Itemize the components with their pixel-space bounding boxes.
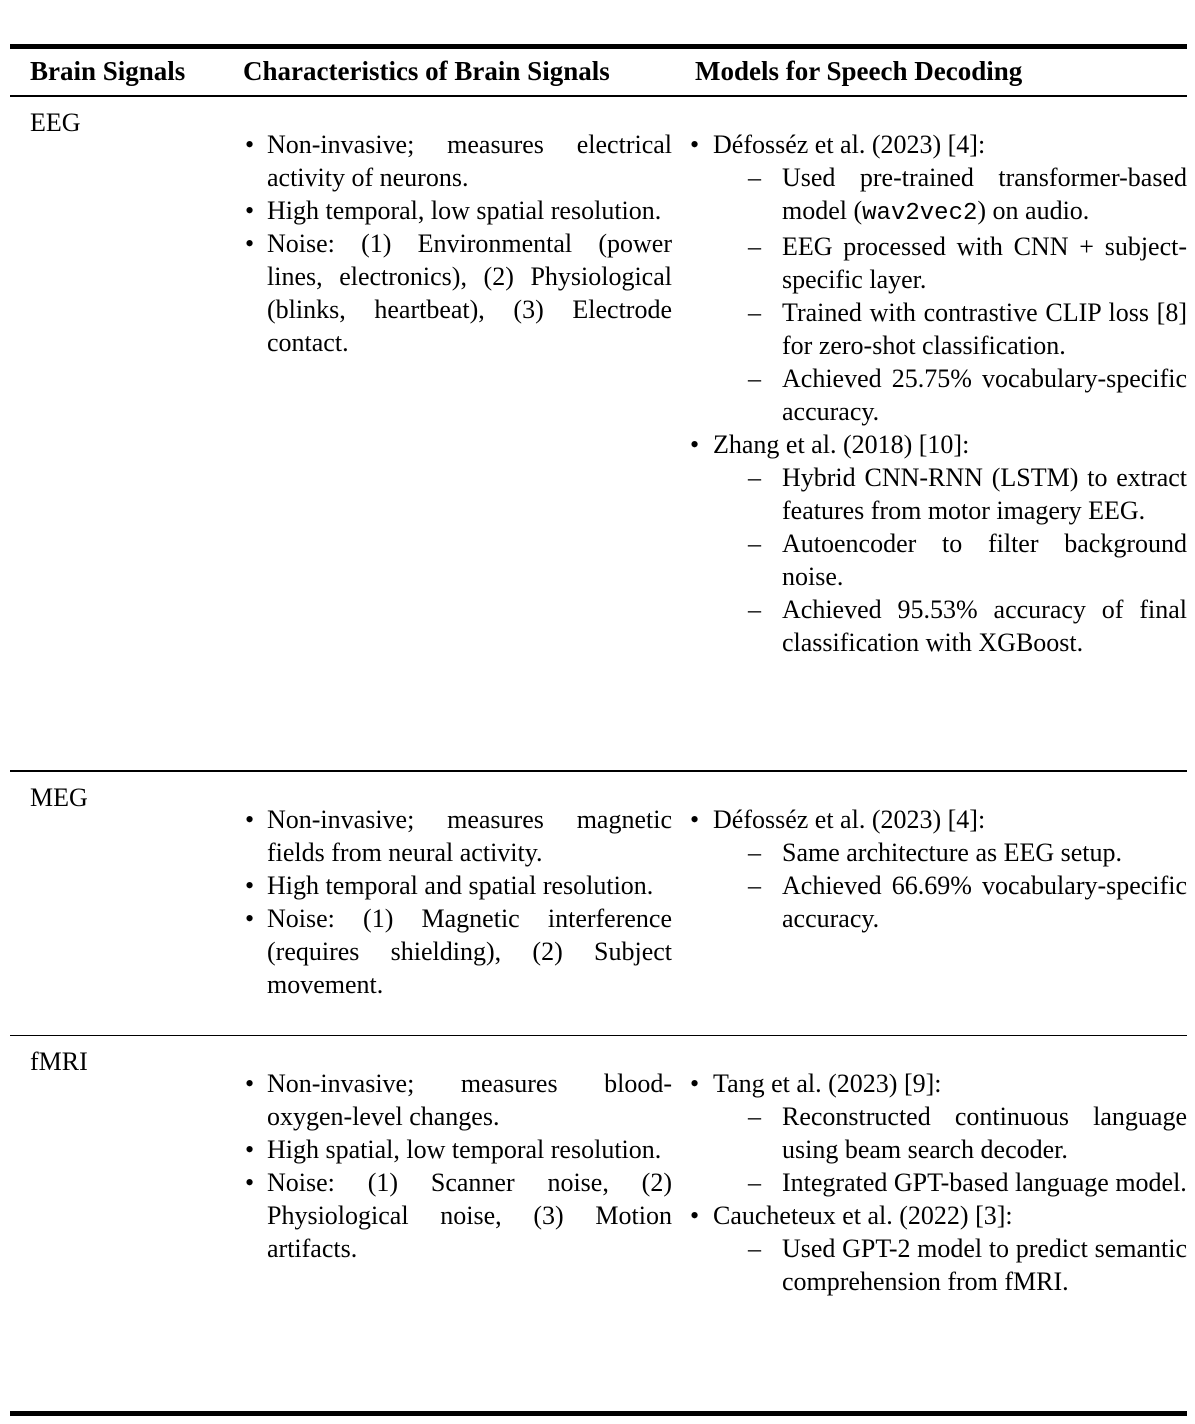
model-points-list: [748, 1232, 1187, 1298]
table-row-meg: [10, 772, 1187, 1035]
models-cell: [690, 1036, 1187, 1298]
characteristic-item: [245, 803, 672, 869]
model-point: [748, 296, 1187, 362]
model-citation-line: [690, 1199, 1187, 1232]
dash-marker: –: [748, 463, 761, 492]
table-row-eeg: [10, 97, 1187, 770]
model-point: [748, 527, 1187, 593]
characteristic-item: [245, 194, 672, 227]
model-point-text: Hybrid CNN-RNN (LSTM) to extract features from motor imagery EEG.: [782, 463, 1187, 525]
characteristics-list: [243, 772, 690, 1001]
characteristic-item: [245, 1067, 672, 1133]
model-point-text: EEG processed with CNN + subject-specific layer.: [782, 232, 1187, 294]
model-point-text: [782, 161, 1187, 230]
header-characteristics: Characteristics of Brain Signals: [243, 56, 610, 87]
characteristic-item: [245, 902, 672, 1001]
model-points-list: [748, 461, 1187, 659]
dash-marker: –: [748, 1102, 761, 1131]
model-entry: [690, 428, 1187, 659]
header-models: Models for Speech Decoding: [695, 56, 1023, 87]
point-text-pre: Used pre-trained transformer-based model (: [782, 163, 1187, 225]
characteristic-item: [245, 128, 672, 194]
bullet-marker: •: [245, 229, 255, 258]
bullet-marker: •: [245, 130, 255, 159]
model-point: [748, 461, 1187, 527]
model-point-text: Achieved 25.75% vocabulary-specific accuracy.: [782, 364, 1187, 426]
dash-marker: –: [748, 298, 761, 327]
models-cell: [690, 97, 1187, 659]
bullet-marker: •: [690, 430, 700, 459]
model-citation-line: [690, 128, 1187, 161]
model-entry: [690, 1199, 1187, 1298]
model-point-text: Achieved 66.69% vocabulary-specific accuracy.: [782, 870, 1187, 933]
model-point: [748, 593, 1187, 659]
signal-label: fMRI: [30, 1047, 88, 1076]
characteristic-item: [245, 1133, 672, 1166]
characteristic-text: High spatial, low temporal resolution.: [267, 1135, 662, 1164]
dash-marker: –: [748, 1234, 761, 1263]
model-citation-line: [690, 1067, 1187, 1100]
model-citation-line: [690, 803, 1187, 836]
model-points-list: [748, 161, 1187, 428]
model-citation: Caucheteux et al. (2022) [3]:: [713, 1201, 1013, 1230]
model-entry: [690, 1067, 1187, 1199]
model-citation: Tang et al. (2023) [9]:: [713, 1069, 942, 1098]
model-point-text: Integrated GPT-based language model.: [782, 1168, 1187, 1197]
characteristic-text: Noise: (1) Environmental (power lines, electronics), (2) Physiological (blinks, heartbeat), (3) Electrode contact.: [267, 229, 672, 357]
model-point-text: Achieved 95.53% accuracy of final classification with XGBoost.: [782, 595, 1187, 657]
dash-marker: –: [748, 837, 761, 867]
characteristic-text: Non-invasive; measures electrical activity of neurons.: [267, 130, 672, 192]
characteristics-list: [243, 97, 690, 359]
characteristic-text: Noise: (1) Scanner noise, (2) Physiological noise, (3) Motion artifacts.: [267, 1168, 672, 1263]
dash-marker: –: [748, 163, 761, 192]
model-citation-line: [690, 428, 1187, 461]
header-brain-signals: Brain Signals: [30, 56, 186, 87]
characteristic-text: High temporal and spatial resolution.: [267, 870, 654, 900]
model-points-list: [748, 1100, 1187, 1199]
bullet-marker: •: [690, 804, 700, 834]
brain-signals-table: [10, 44, 1187, 1416]
characteristics-list: [243, 1036, 690, 1265]
point-text-post: ) on audio.: [977, 196, 1090, 225]
characteristic-text: Non-invasive; measures magnetic fields from neural activity.: [267, 804, 672, 867]
model-point: [748, 1232, 1187, 1298]
model-point: [748, 230, 1187, 296]
dash-marker: –: [748, 364, 761, 393]
model-entry: [690, 128, 1187, 428]
model-points-list: [748, 836, 1187, 935]
characteristics-cell: [243, 772, 690, 1001]
model-point-text: Same architecture as EEG setup.: [782, 837, 1123, 867]
characteristic-text: High temporal, low spatial resolution.: [267, 196, 662, 225]
model-point: [748, 836, 1187, 869]
model-point: [748, 161, 1187, 230]
characteristic-item: [245, 869, 672, 902]
models-cell: [690, 772, 1187, 935]
dash-marker: –: [748, 232, 761, 261]
model-citation: Défosséz et al. (2023) [4]:: [713, 804, 986, 834]
table-bottom-rule: [10, 1411, 1187, 1416]
model-point-text: Autoencoder to filter background noise.: [782, 529, 1187, 591]
model-point: [748, 1166, 1187, 1199]
dash-marker: –: [748, 595, 761, 624]
dash-marker: –: [748, 529, 761, 558]
code-inline: wav2vec2: [862, 200, 978, 227]
model-citation: Zhang et al. (2018) [10]:: [713, 430, 970, 459]
characteristics-cell: [243, 97, 690, 359]
model-point-text: Trained with contrastive CLIP loss [8] for zero-shot classification.: [782, 298, 1187, 360]
table-header-row: [10, 49, 1187, 95]
bullet-marker: •: [245, 1168, 255, 1197]
characteristic-text: Non-invasive; measures blood-oxygen-level changes.: [267, 1069, 672, 1131]
bullet-marker: •: [690, 130, 700, 159]
bullet-marker: •: [690, 1069, 700, 1098]
bullet-marker: •: [245, 903, 255, 933]
bullet-marker: •: [245, 804, 255, 834]
characteristic-text: Noise: (1) Magnetic interference (requires shielding), (2) Subject movement.: [267, 903, 672, 999]
table-row-fmri: [10, 1036, 1187, 1411]
bullet-marker: •: [245, 870, 255, 900]
bullet-marker: •: [245, 196, 255, 225]
dash-marker: –: [748, 1168, 761, 1197]
model-point: [748, 869, 1187, 935]
characteristic-item: [245, 227, 672, 359]
characteristics-cell: [243, 1036, 690, 1265]
dash-marker: –: [748, 870, 761, 900]
model-entry: [690, 803, 1187, 935]
model-point: [748, 362, 1187, 428]
characteristic-item: [245, 1166, 672, 1265]
model-point-text: Used GPT-2 model to predict semantic comprehension from fMRI.: [782, 1234, 1187, 1296]
model-point-text: Reconstructed continuous language using beam search decoder.: [782, 1102, 1187, 1164]
model-citation: Défosséz et al. (2023) [4]:: [713, 130, 986, 159]
signal-label: EEG: [30, 108, 81, 137]
model-point: [748, 1100, 1187, 1166]
bullet-marker: •: [690, 1201, 700, 1230]
bullet-marker: •: [245, 1069, 255, 1098]
bullet-marker: •: [245, 1135, 255, 1164]
signal-label: MEG: [30, 782, 88, 812]
